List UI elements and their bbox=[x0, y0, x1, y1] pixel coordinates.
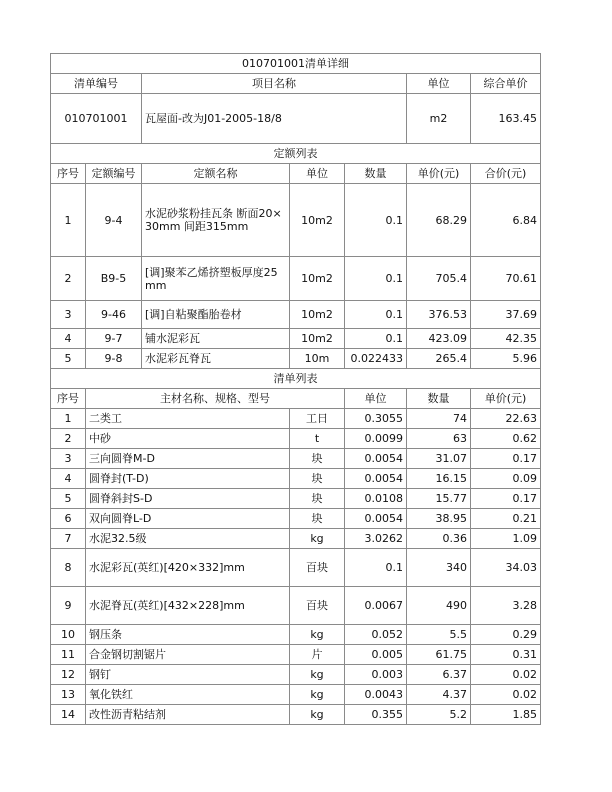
bill-name: 瓦屋面-改为J01-2005-18/8 bbox=[142, 94, 407, 144]
quota-name: 铺水泥彩瓦 bbox=[142, 329, 290, 349]
material-total: 0.09 bbox=[471, 469, 541, 489]
quota-code: 9-7 bbox=[86, 329, 142, 349]
header-unit: 单位 bbox=[407, 74, 471, 94]
quota-code: 9-8 bbox=[86, 349, 142, 369]
quota-qty: 0.1 bbox=[345, 184, 407, 257]
quota-qty: 0.1 bbox=[345, 257, 407, 301]
material-total: 0.62 bbox=[471, 429, 541, 449]
quota-no: 5 bbox=[51, 349, 86, 369]
material-price: 38.95 bbox=[407, 509, 471, 529]
material-price: 340 bbox=[407, 549, 471, 587]
material-qty: 0.0108 bbox=[345, 489, 407, 509]
material-row bbox=[51, 449, 541, 469]
material-row bbox=[51, 587, 541, 625]
material-name: 钢钉 bbox=[86, 665, 290, 685]
material-row bbox=[51, 645, 541, 665]
material-row bbox=[51, 549, 541, 587]
material-no: 1 bbox=[51, 409, 86, 429]
material-unit: 工日 bbox=[290, 409, 345, 429]
material-total: 34.03 bbox=[471, 549, 541, 587]
quota-price: 705.4 bbox=[407, 257, 471, 301]
material-name: 圆脊封(T-D) bbox=[86, 469, 290, 489]
quota-no: 4 bbox=[51, 329, 86, 349]
material-qty: 0.0054 bbox=[345, 509, 407, 529]
quota-name: [调]自粘聚酯胎卷材 bbox=[142, 301, 290, 329]
quota-row bbox=[51, 257, 541, 301]
material-no: 12 bbox=[51, 665, 86, 685]
material-unit: 片 bbox=[290, 645, 345, 665]
material-name: 双向圆脊L-D bbox=[86, 509, 290, 529]
quota-unit: 10m2 bbox=[290, 257, 345, 301]
material-qty: 0.052 bbox=[345, 625, 407, 645]
material-no: 9 bbox=[51, 587, 86, 625]
material-qty: 0.3055 bbox=[345, 409, 407, 429]
material-row bbox=[51, 489, 541, 509]
material-row bbox=[51, 429, 541, 449]
quota-header-unit: 单位 bbox=[290, 164, 345, 184]
material-unit: 百块 bbox=[290, 549, 345, 587]
material-total: 22.63 bbox=[471, 409, 541, 429]
material-price: 4.37 bbox=[407, 685, 471, 705]
material-qty: 0.0054 bbox=[345, 449, 407, 469]
materials-header-price: 单价(元) bbox=[471, 389, 541, 409]
material-total: 1.85 bbox=[471, 705, 541, 725]
quota-qty: 0.1 bbox=[345, 329, 407, 349]
material-total: 0.02 bbox=[471, 665, 541, 685]
quota-price: 68.29 bbox=[407, 184, 471, 257]
material-price: 5.5 bbox=[407, 625, 471, 645]
quota-row bbox=[51, 301, 541, 329]
material-qty: 0.0043 bbox=[345, 685, 407, 705]
material-price: 74 bbox=[407, 409, 471, 429]
material-total: 0.17 bbox=[471, 489, 541, 509]
header-item-name: 项目名称 bbox=[142, 74, 407, 94]
quota-row bbox=[51, 329, 541, 349]
material-row bbox=[51, 665, 541, 685]
material-no: 2 bbox=[51, 429, 86, 449]
quota-no: 2 bbox=[51, 257, 86, 301]
quota-price: 265.4 bbox=[407, 349, 471, 369]
material-name: 改性沥青粘结剂 bbox=[86, 705, 290, 725]
material-total: 0.02 bbox=[471, 685, 541, 705]
bill-detail-table bbox=[50, 53, 541, 409]
quota-header-row bbox=[51, 164, 541, 184]
material-no: 8 bbox=[51, 549, 86, 587]
material-unit: 块 bbox=[290, 509, 345, 529]
materials-section-title: 清单列表 bbox=[51, 369, 541, 389]
quota-header-price: 单价(元) bbox=[407, 164, 471, 184]
material-total: 1.09 bbox=[471, 529, 541, 549]
material-total: 0.21 bbox=[471, 509, 541, 529]
material-no: 10 bbox=[51, 625, 86, 645]
material-name: 氧化铁红 bbox=[86, 685, 290, 705]
quota-unit: 10m bbox=[290, 349, 345, 369]
quota-total: 70.61 bbox=[471, 257, 541, 301]
material-row bbox=[51, 529, 541, 549]
quota-name: 水泥彩瓦脊瓦 bbox=[142, 349, 290, 369]
quota-total: 37.69 bbox=[471, 301, 541, 329]
bill-price: 163.45 bbox=[471, 94, 541, 144]
quota-price: 376.53 bbox=[407, 301, 471, 329]
quota-no: 1 bbox=[51, 184, 86, 257]
header-bill-code: 清单编号 bbox=[51, 74, 142, 94]
material-price: 63 bbox=[407, 429, 471, 449]
materials-header-name: 主材名称、规格、型号 bbox=[86, 389, 345, 409]
header-unit-price: 综合单价 bbox=[471, 74, 541, 94]
materials-header-row bbox=[51, 389, 541, 409]
material-price: 16.15 bbox=[407, 469, 471, 489]
material-price: 15.77 bbox=[407, 489, 471, 509]
material-price: 5.2 bbox=[407, 705, 471, 725]
quota-header-code: 定额编号 bbox=[86, 164, 142, 184]
material-no: 6 bbox=[51, 509, 86, 529]
material-qty: 0.003 bbox=[345, 665, 407, 685]
materials-table bbox=[50, 408, 541, 725]
quota-total: 5.96 bbox=[471, 349, 541, 369]
material-row bbox=[51, 685, 541, 705]
material-name: 合金钢切割锯片 bbox=[86, 645, 290, 665]
material-qty: 0.0099 bbox=[345, 429, 407, 449]
material-name: 水泥32.5级 bbox=[86, 529, 290, 549]
material-name: 三向圆脊M-D bbox=[86, 449, 290, 469]
material-qty: 0.355 bbox=[345, 705, 407, 725]
material-unit: kg bbox=[290, 685, 345, 705]
quota-header-qty: 数量 bbox=[345, 164, 407, 184]
material-no: 5 bbox=[51, 489, 86, 509]
material-total: 0.31 bbox=[471, 645, 541, 665]
quota-code: B9-5 bbox=[86, 257, 142, 301]
material-row bbox=[51, 705, 541, 725]
material-row bbox=[51, 625, 541, 645]
material-unit: 块 bbox=[290, 489, 345, 509]
quota-row bbox=[51, 349, 541, 369]
table-title: 010701001清单详细 bbox=[51, 54, 541, 74]
quota-row bbox=[51, 184, 541, 257]
material-total: 0.29 bbox=[471, 625, 541, 645]
material-row bbox=[51, 409, 541, 429]
material-price: 490 bbox=[407, 587, 471, 625]
material-no: 3 bbox=[51, 449, 86, 469]
bill-unit: m2 bbox=[407, 94, 471, 144]
material-no: 11 bbox=[51, 645, 86, 665]
material-no: 14 bbox=[51, 705, 86, 725]
material-qty: 3.0262 bbox=[345, 529, 407, 549]
material-name: 钢压条 bbox=[86, 625, 290, 645]
material-price: 0.36 bbox=[407, 529, 471, 549]
material-price: 6.37 bbox=[407, 665, 471, 685]
material-unit: 百块 bbox=[290, 587, 345, 625]
quota-name: 水泥砂浆粉挂瓦条 断面20×30mm 间距315mm bbox=[142, 184, 290, 257]
material-unit: kg bbox=[290, 529, 345, 549]
material-row bbox=[51, 509, 541, 529]
material-name: 水泥彩瓦(英红)[420×332]mm bbox=[86, 549, 290, 587]
material-name: 二类工 bbox=[86, 409, 290, 429]
bill-code: 010701001 bbox=[51, 94, 142, 144]
quota-header-name: 定额名称 bbox=[142, 164, 290, 184]
materials-header-no: 序号 bbox=[51, 389, 86, 409]
material-unit: kg bbox=[290, 665, 345, 685]
materials-header-qty: 数量 bbox=[407, 389, 471, 409]
material-no: 7 bbox=[51, 529, 86, 549]
bill-header-row bbox=[51, 74, 541, 94]
materials-header-unit: 单位 bbox=[345, 389, 407, 409]
material-unit: 块 bbox=[290, 449, 345, 469]
material-price: 31.07 bbox=[407, 449, 471, 469]
quota-price: 423.09 bbox=[407, 329, 471, 349]
material-row bbox=[51, 469, 541, 489]
quota-code: 9-46 bbox=[86, 301, 142, 329]
material-total: 0.17 bbox=[471, 449, 541, 469]
material-unit: t bbox=[290, 429, 345, 449]
quota-code: 9-4 bbox=[86, 184, 142, 257]
quota-no: 3 bbox=[51, 301, 86, 329]
material-price: 61.75 bbox=[407, 645, 471, 665]
quota-header-total: 合价(元) bbox=[471, 164, 541, 184]
quota-total: 42.35 bbox=[471, 329, 541, 349]
quota-total: 6.84 bbox=[471, 184, 541, 257]
material-total: 3.28 bbox=[471, 587, 541, 625]
material-name: 圆脊斜封S-D bbox=[86, 489, 290, 509]
material-unit: kg bbox=[290, 705, 345, 725]
quota-unit: 10m2 bbox=[290, 329, 345, 349]
material-qty: 0.0067 bbox=[345, 587, 407, 625]
material-qty: 0.1 bbox=[345, 549, 407, 587]
quota-qty: 0.022433 bbox=[345, 349, 407, 369]
bill-row bbox=[51, 94, 541, 144]
quota-unit: 10m2 bbox=[290, 301, 345, 329]
quota-unit: 10m2 bbox=[290, 184, 345, 257]
material-no: 4 bbox=[51, 469, 86, 489]
quota-header-no: 序号 bbox=[51, 164, 86, 184]
material-unit: kg bbox=[290, 625, 345, 645]
quota-section-title: 定额列表 bbox=[51, 144, 541, 164]
material-qty: 0.005 bbox=[345, 645, 407, 665]
material-name: 中砂 bbox=[86, 429, 290, 449]
material-unit: 块 bbox=[290, 469, 345, 489]
material-name: 水泥脊瓦(英红)[432×228]mm bbox=[86, 587, 290, 625]
material-qty: 0.0054 bbox=[345, 469, 407, 489]
quota-name: [调]聚苯乙烯挤塑板厚度25mm bbox=[142, 257, 290, 301]
quota-qty: 0.1 bbox=[345, 301, 407, 329]
material-no: 13 bbox=[51, 685, 86, 705]
